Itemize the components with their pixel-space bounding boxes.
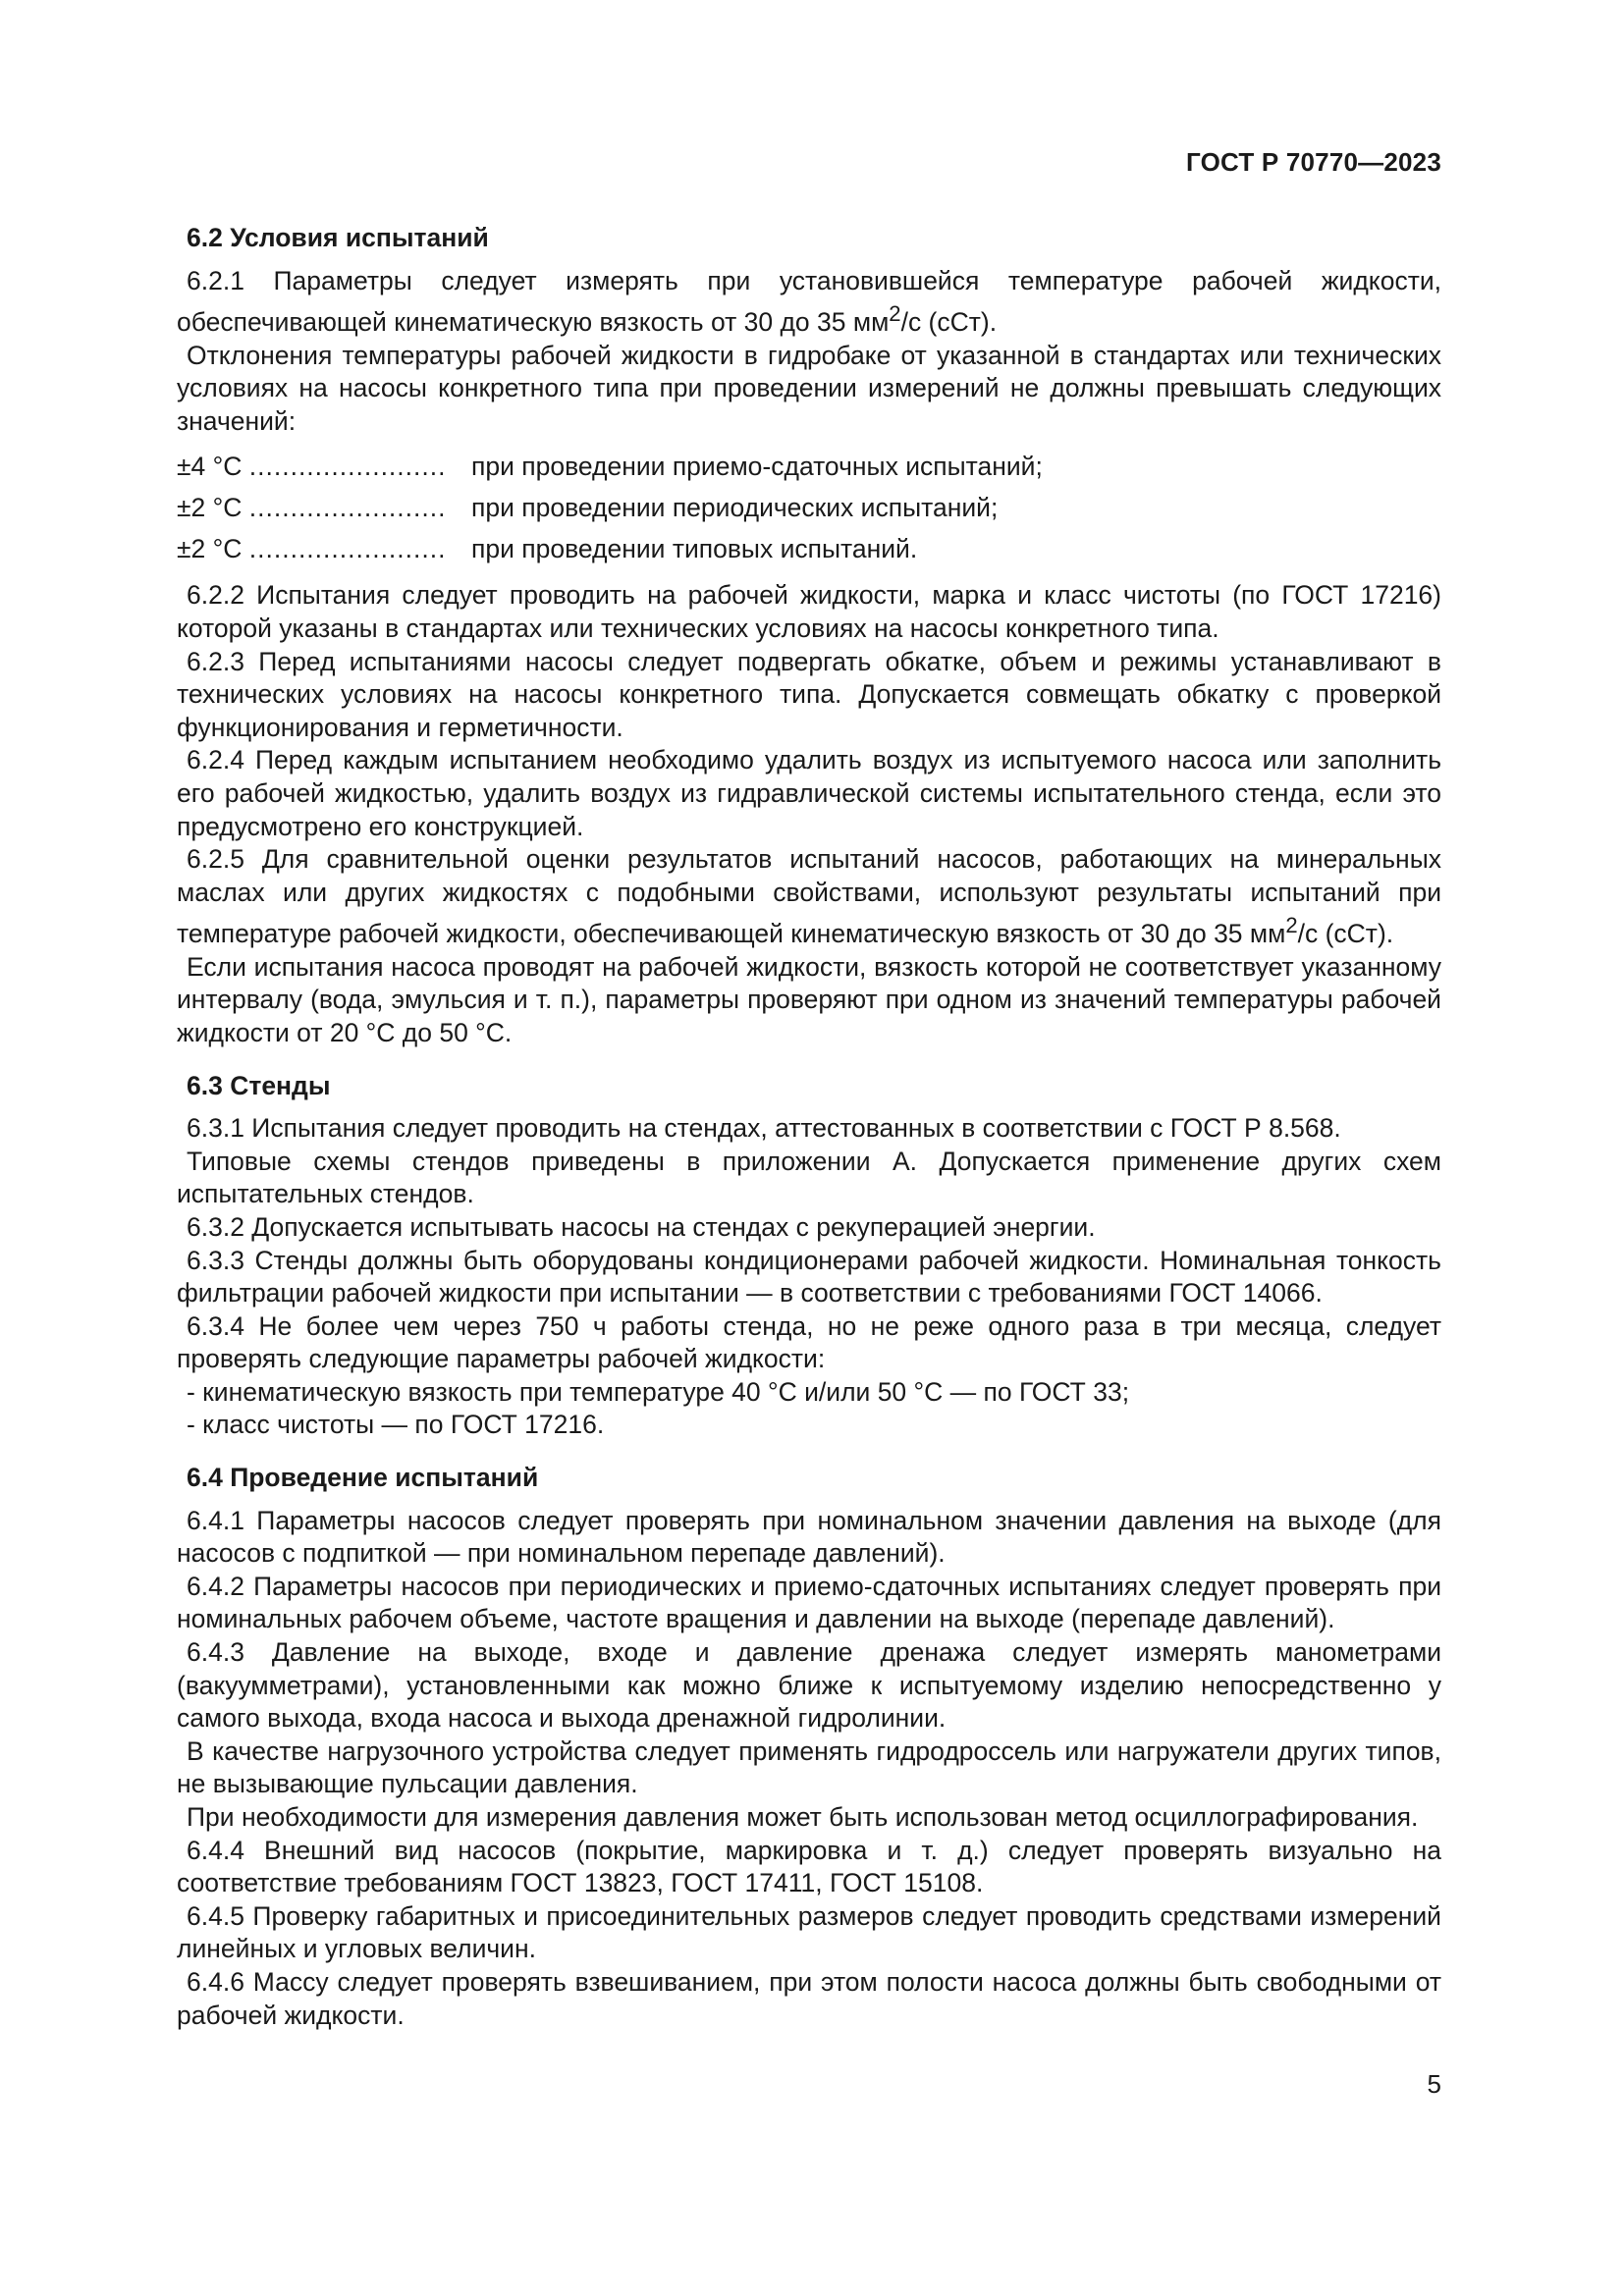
paragraph-6-4-3: 6.4.3 Давление на выходе, входе и давление дренажа следует измерять манометрами (вакуумметрами), установленными как можно ближе к испытуемому изделию непосредственно у самого выхода, входа насоса и выхода дренажной гидролинии.: [177, 1637, 1441, 1734]
paragraph-6-4-6: 6.4.6 Массу следует проверять взвешиванием, при этом полости насоса должны быть свободными от рабочей жидкости.: [177, 1966, 1441, 2030]
tolerance-value: [177, 533, 461, 566]
superscript: 2: [1285, 913, 1298, 938]
tolerance-row: [177, 528, 1441, 569]
paragraph-tail: /с (сСт).: [900, 307, 998, 338]
leader-dots: ........................: [248, 492, 447, 522]
page-number: 5: [1427, 2069, 1441, 2099]
spacer: [177, 1442, 1441, 1462]
leader-dots: ........................: [248, 533, 447, 563]
paragraph-deviation: Отклонения температуры рабочей жидкости в гидробаке от указанной в стандартах или технических условиях на насосы конкретного типа при проведении измерений не должны превышать следующих значений:: [177, 340, 1441, 436]
paragraph-oscillography: При необходимости для измерения давления может быть использован метод осциллографирования.: [187, 1802, 1419, 1832]
paragraph-text: 6.2.1 Параметры следует измерять при установившейся температуре рабочей жидкости, обеспечивающей кинематическую вязкость от 30 до 35 мм: [177, 265, 1441, 338]
paragraph-text: 6.2.5 Для сравнительной оценки результатов испытаний насосов, работающих на минеральных маслах или других жидкостях с подобными свойствами, используют результаты испытаний при температуре рабочей жидкости, обеспечивающей кинематическую вязкость от 30 до 35 мм: [177, 844, 1441, 949]
superscript: 2: [889, 301, 901, 327]
section-heading-6-3: 6.3 Стенды: [187, 1070, 331, 1100]
paragraph-tail: /с (сСт).: [1297, 919, 1394, 949]
list-item: - кинематическую вязкость при температуре 40 °С и/или 50 °С — по ГОСТ 33;: [187, 1376, 1130, 1407]
section-heading-6-4: 6.4 Проведение испытаний: [187, 1463, 539, 1493]
paragraph-6-3-2: 6.3.2 Допускается испытывать насосы на стендах с рекуперацией энергии.: [187, 1211, 1096, 1242]
tolerance-text: при проведении периодических испытаний;: [471, 492, 999, 522]
paragraph-other-fluids: Если испытания насоса проводят на рабочей жидкости, вязкость которой не соответствует указанному интервалу (вода, эмульсия и т. п.), параметры проверяют при одном из значений температуры рабочей жидкости от 20 °С до 50 °С.: [177, 951, 1441, 1047]
paragraph-load-device: В качестве нагрузочного устройства следует применять гидродроссель или нагружатели других типов, не вызывающие пульсации давления.: [177, 1735, 1441, 1799]
paragraph-6-4-2: 6.4.2 Параметры насосов при периодических и приемо-сдаточных испытаниях следует проверять при номинальных рабочем объеме, частоте вращения и давлении на выходе (перепаде давлений).: [177, 1571, 1441, 1634]
paragraph-6-2-2: 6.2.2 Испытания следует проводить на рабочей жидкости, марка и класс чистоты (по ГОСТ 17216) которой указаны в стандартах или технических условиях на насосы конкретного типа.: [177, 580, 1441, 643]
tolerance-text: при проведении приемо-сдаточных испытаний;: [471, 451, 1043, 481]
paragraph-6-4-5: 6.4.5 Проверку габаритных и присоединительных размеров следует проводить средствами измерений линейных и угловых величин.: [177, 1900, 1441, 1964]
paragraph-6-3-4: 6.3.4 Не более чем через 750 ч работы стенда, но не реже одного раза в три месяца, следует проверять следующие параметры рабочей жидкости:: [177, 1310, 1441, 1374]
paragraph-6-3-1: 6.3.1 Испытания следует проводить на стендах, аттестованных в соответствии с ГОСТ Р 8.568.: [187, 1113, 1341, 1144]
tolerance-value-text: ±4 °С: [177, 451, 243, 481]
standard-header: ГОСТ Р 70770—2023: [1186, 147, 1441, 177]
paragraph-6-2-1: [177, 265, 1441, 340]
section-heading-6-2: 6.2 Условия испытаний: [187, 223, 489, 252]
spacer: [177, 1050, 1441, 1070]
paragraph-6-2-5: [177, 843, 1441, 951]
tolerance-value-text: ±2 °С: [177, 492, 243, 522]
paragraph-typical-schemes: Типовые схемы стендов приведены в приложении А. Допускается применение других схем испытательных стендов.: [177, 1146, 1441, 1209]
paragraph-6-4-1: 6.4.1 Параметры насосов следует проверять при номинальном значении давления на выходе (для насосов с подпиткой — при номинальном перепаде давлений).: [177, 1505, 1441, 1569]
tolerance-text: при проведении типовых испытаний.: [471, 533, 918, 563]
document-body: [177, 222, 1441, 2032]
tolerance-value-text: ±2 °С: [177, 533, 243, 563]
leader-dots: ........................: [248, 451, 447, 481]
tolerance-row: [177, 446, 1441, 487]
paragraph-6-2-4: 6.2.4 Перед каждым испытанием необходимо удалить воздух из испытуемого насоса или заполнить его рабочей жидкостью, удалить воздух из гидравлической системы испытательного стенда, если это предусмотрено его конструкцией.: [177, 745, 1441, 841]
tolerance-value: [177, 451, 461, 484]
tolerance-value: [177, 492, 461, 525]
list-item: - класс чистоты — по ГОСТ 17216.: [187, 1410, 605, 1440]
tolerance-row: [177, 487, 1441, 528]
paragraph-6-3-3: 6.3.3 Стенды должны быть оборудованы кондиционерами рабочей жидкости. Номинальная тонкость фильтрации рабочей жидкости при испытании — в соответствии с требованиями ГОСТ 14066.: [177, 1245, 1441, 1308]
paragraph-6-2-3: 6.2.3 Перед испытаниями насосы следует подвергать обкатке, объем и режимы устанавливают в технических условиях на насосы конкретного типа. Допускается совмещать обкатку с проверкой функционирования и герметичности.: [177, 646, 1441, 742]
tolerance-list: [177, 446, 1441, 569]
paragraph-6-4-4: 6.4.4 Внешний вид насосов (покрытие, маркировка и т. д.) следует проверять визуально на соответствие требованиям ГОСТ 13823, ГОСТ 17411, ГОСТ 15108.: [177, 1835, 1441, 1898]
